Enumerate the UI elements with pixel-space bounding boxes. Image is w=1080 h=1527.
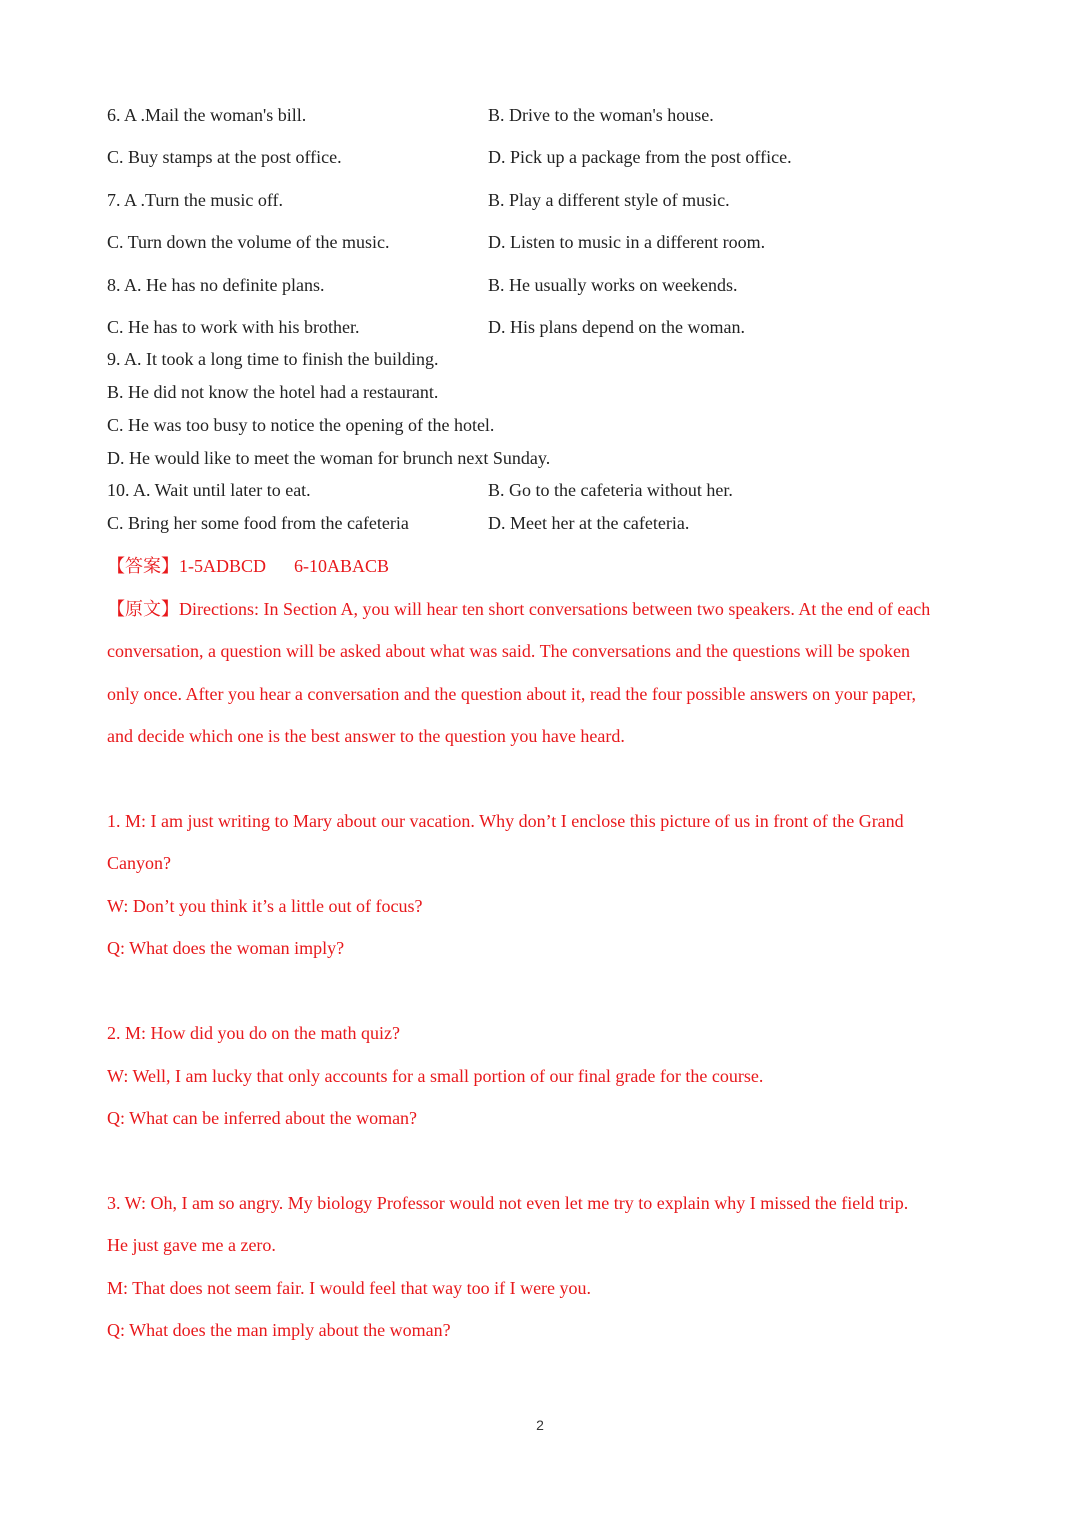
q7-option-d: D. Listen to music in a different room. [488, 232, 766, 252]
q7-option-c: C. Turn down the volume of the music. [107, 232, 390, 252]
answer-part-2: 6-10ABACB [294, 556, 390, 576]
answer-part-1: 1-5ADBCD [179, 556, 267, 576]
conversation-2-line-2: W: Well, I am lucky that only accounts for a small portion of our final grade for the course. [107, 1066, 764, 1086]
conversation-2-line-1: 2. M: How did you do on the math quiz? [107, 1023, 400, 1043]
conversation-3-line-4: Q: What does the man imply about the woman? [107, 1320, 451, 1340]
directions-line-1 [107, 598, 930, 620]
q9-option-c: C. He was too busy to notice the opening of the hotel. [107, 415, 495, 435]
conversation-2-line-3: Q: What can be inferred about the woman? [107, 1108, 418, 1128]
q6-option-c: C. Buy stamps at the post office. [107, 147, 342, 167]
conversation-1-line-1: 1. M: I am just writing to Mary about our vacation. Why don’t I enclose this picture of us in front of the Grand [107, 811, 904, 831]
q7-option-b: B. Play a different style of music. [488, 190, 730, 210]
q10-option-c: C. Bring her some food from the cafeteria [107, 513, 409, 533]
conversation-3-line-3: M: That does not seem fair. I would feel that way too if I were you. [107, 1278, 592, 1298]
q10-option-a: 10. A. Wait until later to eat. [107, 480, 311, 500]
q9-option-d: D. He would like to meet the woman for brunch next Sunday. [107, 448, 551, 468]
conversation-3-line-1: 3. W: Oh, I am so angry. My biology Professor would not even let me try to explain why I missed the field trip. [107, 1193, 909, 1213]
answer-label: 【答案】 [107, 556, 179, 576]
q7-option-a: 7. A .Turn the music off. [107, 190, 284, 210]
q6-option-b: B. Drive to the woman's house. [488, 105, 714, 125]
directions-line-2: conversation, a question will be asked about what was said. The conversations and the questions will be spoken [107, 641, 910, 661]
q9-option-b: B. He did not know the hotel had a restaurant. [107, 382, 439, 402]
directions-line-3: only once. After you hear a conversation and the question about it, read the four possible answers on your paper, [107, 684, 917, 704]
conversation-1-line-4: Q: What does the woman imply? [107, 938, 345, 958]
q6-option-d: D. Pick up a package from the post office. [488, 147, 792, 167]
q8-option-b: B. He usually works on weekends. [488, 275, 738, 295]
q10-option-d: D. Meet her at the cafeteria. [488, 513, 690, 533]
q10-option-b: B. Go to the cafeteria without her. [488, 480, 733, 500]
transcript-label: 【原文】 [107, 599, 179, 619]
q8-option-c: C. He has to work with his brother. [107, 317, 360, 337]
q8-option-a: 8. A. He has no definite plans. [107, 275, 325, 295]
conversation-1-line-3: W: Don’t you think it’s a little out of focus? [107, 896, 423, 916]
directions-line-4: and decide which one is the best answer to the question you have heard. [107, 726, 625, 746]
answer-key [107, 555, 389, 577]
page-number: 2 [536, 1417, 544, 1433]
q6-option-a: 6. A .Mail the woman's bill. [107, 105, 307, 125]
conversation-3-line-2: He just gave me a zero. [107, 1235, 276, 1255]
directions-text-1: Directions: In Section A, you will hear ten short conversations between two speakers. At the end of each [179, 599, 931, 619]
q8-option-d: D. His plans depend on the woman. [488, 317, 745, 337]
q9-option-a: 9. A. It took a long time to finish the building. [107, 349, 439, 369]
conversation-1-line-2: Canyon? [107, 853, 171, 873]
